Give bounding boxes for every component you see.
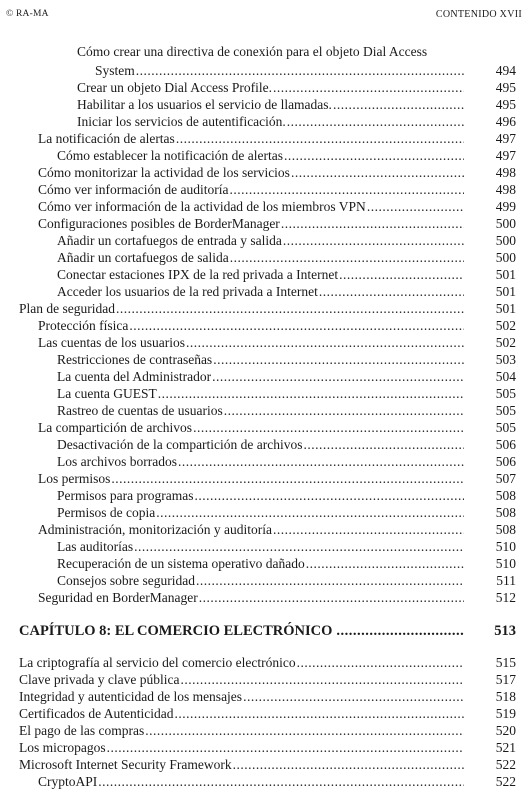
toc-entry-title: System xyxy=(95,63,135,78)
dot-leader xyxy=(283,232,464,250)
toc-page-number: 495 xyxy=(495,80,516,95)
dot-leader xyxy=(199,589,464,607)
toc-entry xyxy=(0,705,532,723)
toc-page-number: 515 xyxy=(495,655,516,670)
toc-page-number: 502 xyxy=(495,335,516,350)
toc-entry-title: Cómo establecer la notificación de alertas xyxy=(57,148,284,163)
toc-entry xyxy=(0,538,532,556)
toc-entry-title: Las cuentas de los usuarios xyxy=(38,335,185,350)
toc-page-number: 501 xyxy=(495,301,516,316)
dot-leader xyxy=(319,283,464,301)
toc-page-number: 497 xyxy=(495,131,516,146)
dot-leader xyxy=(156,504,464,522)
toc-entry-title: Consejos sobre seguridad xyxy=(57,573,195,588)
toc-page-number: 508 xyxy=(495,505,516,520)
toc-entry-title: La cuenta del Administrador xyxy=(57,369,212,384)
toc-entry xyxy=(0,317,532,335)
toc-entry-title: Recuperación de un sistema operativo dañado xyxy=(57,556,305,571)
toc-entry-title: Iniciar los servicios de autentificación. xyxy=(77,114,286,129)
toc-page-number: 500 xyxy=(495,216,516,231)
chapter-title: CAPÍTULO 8: EL COMERCIO ELECTRÓNICO xyxy=(19,623,333,639)
toc-entry-title: Restricciones de contraseñas xyxy=(57,352,213,367)
toc-entry xyxy=(0,504,532,522)
dot-leader xyxy=(212,368,464,386)
toc-entry xyxy=(0,555,532,573)
toc-entry-title: Clave privada y clave pública xyxy=(19,672,180,687)
toc-entry xyxy=(0,419,532,437)
toc-entry xyxy=(0,572,532,590)
dot-leader xyxy=(193,419,464,437)
dot-leader xyxy=(98,773,464,791)
toc-page-number: 495 xyxy=(495,97,516,112)
dot-leader xyxy=(243,688,464,706)
toc-page-number: 498 xyxy=(495,165,516,180)
toc-page-number: 496 xyxy=(495,114,516,129)
toc-page-number: 503 xyxy=(495,352,516,367)
dot-leader xyxy=(224,402,464,420)
toc-entry-title: La cuenta GUEST xyxy=(57,386,157,401)
toc-entry-title: Cómo ver información de la actividad de los miembros VPN xyxy=(38,199,366,214)
toc-entry xyxy=(0,79,532,97)
toc-page-number: 508 xyxy=(495,488,516,503)
toc-entry xyxy=(0,756,532,774)
toc-entry-title: Desactivación de la compartición de archivos xyxy=(57,437,303,452)
toc-page-number: 507 xyxy=(495,471,516,486)
toc-entry-title: Cómo monitorizar la actividad de los servicios xyxy=(38,165,290,180)
toc-page-number: 521 xyxy=(495,740,516,755)
publisher-mark: © RA-MA xyxy=(6,9,49,19)
toc-entry-title: Los archivos borrados xyxy=(57,454,177,469)
toc-entry-title: Microsoft Internet Security Framework xyxy=(19,757,232,772)
dot-leader xyxy=(273,79,464,97)
toc-entry xyxy=(0,113,532,131)
toc-entry xyxy=(0,130,532,148)
dot-leader xyxy=(111,470,464,488)
dot-leader xyxy=(229,181,464,199)
toc-page-number: 500 xyxy=(495,250,516,265)
toc-page-number: 505 xyxy=(495,386,516,401)
dot-leader xyxy=(194,487,464,505)
dot-leader xyxy=(186,334,464,352)
dot-leader xyxy=(176,130,464,148)
toc-entry xyxy=(0,688,532,706)
dot-leader xyxy=(336,621,464,641)
toc-entry xyxy=(0,232,532,250)
toc-entry xyxy=(0,147,532,165)
dot-leader xyxy=(306,555,464,573)
toc-entry xyxy=(0,351,532,369)
toc-page-number: 512 xyxy=(495,590,516,605)
dot-leader xyxy=(178,453,464,471)
toc-entry-title: Acceder los usuarios de la red privada a Internet xyxy=(57,284,318,299)
toc-page-number: 506 xyxy=(495,454,516,469)
toc-entry xyxy=(0,62,532,80)
toc-page-number: 508 xyxy=(495,522,516,537)
toc-entry xyxy=(0,368,532,386)
toc-entry xyxy=(0,739,532,757)
toc-entry xyxy=(0,164,532,182)
toc-entry-title: Los permisos xyxy=(38,471,111,486)
toc-page-number: 506 xyxy=(495,437,516,452)
toc-entry-title: El pago de las compras xyxy=(19,723,145,738)
toc-entry-title: Añadir un cortafuegos de entrada y salida xyxy=(57,233,282,248)
toc-entry xyxy=(0,283,532,301)
dot-leader xyxy=(158,385,464,403)
toc-entry-title: Permisos de copia xyxy=(57,505,156,520)
toc-page-number: 510 xyxy=(495,539,516,554)
toc-entry-title: Habilitar a los usuarios el servicio de llamadas. xyxy=(77,97,332,112)
toc-entry xyxy=(0,96,532,114)
dot-leader xyxy=(367,198,464,216)
dot-leader xyxy=(196,572,464,590)
dot-leader xyxy=(339,266,464,284)
dot-leader xyxy=(297,654,464,672)
running-header: CONTENIDO XVII xyxy=(435,9,522,20)
toc-page-number: 494 xyxy=(495,63,516,78)
dot-leader xyxy=(284,147,464,165)
dot-leader xyxy=(174,705,464,723)
dot-leader xyxy=(129,317,464,335)
dot-leader xyxy=(304,436,464,454)
toc-entry xyxy=(0,470,532,488)
dot-leader xyxy=(230,249,464,267)
toc-entry-title: Integridad y autenticidad de los mensajes xyxy=(19,689,243,704)
dot-leader xyxy=(136,62,464,80)
dot-leader xyxy=(273,521,464,539)
toc-entry-title: La notificación de alertas xyxy=(38,131,175,146)
toc-entry xyxy=(0,521,532,539)
toc-entry xyxy=(0,198,532,216)
toc-entry-title: Cómo ver información de auditoría xyxy=(38,182,229,197)
toc-entry-title: La compartición de archivos xyxy=(38,420,193,435)
toc-page-number: 497 xyxy=(495,148,516,163)
toc-entry xyxy=(0,181,532,199)
chapter-page-number: 513 xyxy=(494,623,516,639)
toc-page-number: 522 xyxy=(495,774,516,789)
dot-leader xyxy=(333,96,464,114)
toc-entry xyxy=(0,436,532,454)
dot-leader xyxy=(107,739,464,757)
toc-entry xyxy=(0,722,532,740)
toc-entry-title: Plan de seguridad xyxy=(19,301,115,316)
toc-page-number: 504 xyxy=(495,369,516,384)
dot-leader xyxy=(145,722,464,740)
toc-entry-title: Crear un objeto Dial Access Profile. xyxy=(77,80,272,95)
toc-entry-title: Configuraciones posibles de BorderManager xyxy=(38,216,280,231)
toc-page-number: 510 xyxy=(495,556,516,571)
toc-page-number: 502 xyxy=(495,318,516,333)
toc-page-number: 511 xyxy=(496,573,516,588)
toc-entry xyxy=(0,453,532,471)
toc-entry xyxy=(0,773,532,791)
toc-page-number: 498 xyxy=(495,182,516,197)
toc-page-number: 522 xyxy=(495,757,516,772)
toc-entry-title: Rastreo de cuentas de usuarios xyxy=(57,403,223,418)
toc-entry-title: Añadir un cortafuegos de salida xyxy=(57,250,229,265)
toc-entry xyxy=(0,589,532,607)
toc-entry xyxy=(0,671,532,689)
toc-entry-title: Conectar estaciones IPX de la red privada a Internet xyxy=(57,267,339,282)
toc-entry-title: Las auditorías xyxy=(57,539,134,554)
toc-entry-title: Administración, monitorización y auditoría xyxy=(38,522,272,537)
toc-page-number: 505 xyxy=(495,420,516,435)
dot-leader xyxy=(180,671,464,689)
toc-entry xyxy=(0,300,532,318)
dot-leader xyxy=(291,164,464,182)
toc-entry xyxy=(0,249,532,267)
toc-entry xyxy=(0,334,532,352)
toc-entry-title: Seguridad en BorderManager xyxy=(38,590,198,605)
toc-entry xyxy=(0,385,532,403)
toc-entry xyxy=(0,266,532,284)
toc-page-number: 519 xyxy=(495,706,516,721)
toc-entry xyxy=(0,402,532,420)
dot-leader xyxy=(134,538,464,556)
toc-entry-title: Protección física xyxy=(38,318,129,333)
toc-entry-title: Los micropagos xyxy=(19,740,106,755)
dot-leader xyxy=(233,756,464,774)
toc-page-number: 505 xyxy=(495,403,516,418)
dot-leader xyxy=(281,215,464,233)
toc-page-number: 517 xyxy=(495,672,516,687)
toc-page-number: 518 xyxy=(495,689,516,704)
toc-page-number: 520 xyxy=(495,723,516,738)
dot-leader xyxy=(213,351,464,369)
toc-entry xyxy=(0,487,532,505)
toc-entry-title: Certificados de Autenticidad xyxy=(19,706,174,721)
dot-leader xyxy=(287,113,464,131)
toc-page-number: 501 xyxy=(495,284,516,299)
toc-page-number: 499 xyxy=(495,199,516,214)
toc-page-number: 501 xyxy=(495,267,516,282)
toc-entry-title: CryptoAPI xyxy=(38,774,98,789)
dot-leader xyxy=(116,300,464,318)
chapter-heading xyxy=(0,621,532,641)
toc-entry xyxy=(0,43,532,61)
toc-entry-title: Permisos para programas xyxy=(57,488,194,503)
toc-entry-title: La criptografía al servicio del comercio electrónico xyxy=(19,655,296,670)
toc-entry-title: Cómo crear una directiva de conexión para el objeto Dial Access xyxy=(77,44,428,59)
toc-page-number: 500 xyxy=(495,233,516,248)
toc-entry xyxy=(0,215,532,233)
toc-entry xyxy=(0,654,532,672)
